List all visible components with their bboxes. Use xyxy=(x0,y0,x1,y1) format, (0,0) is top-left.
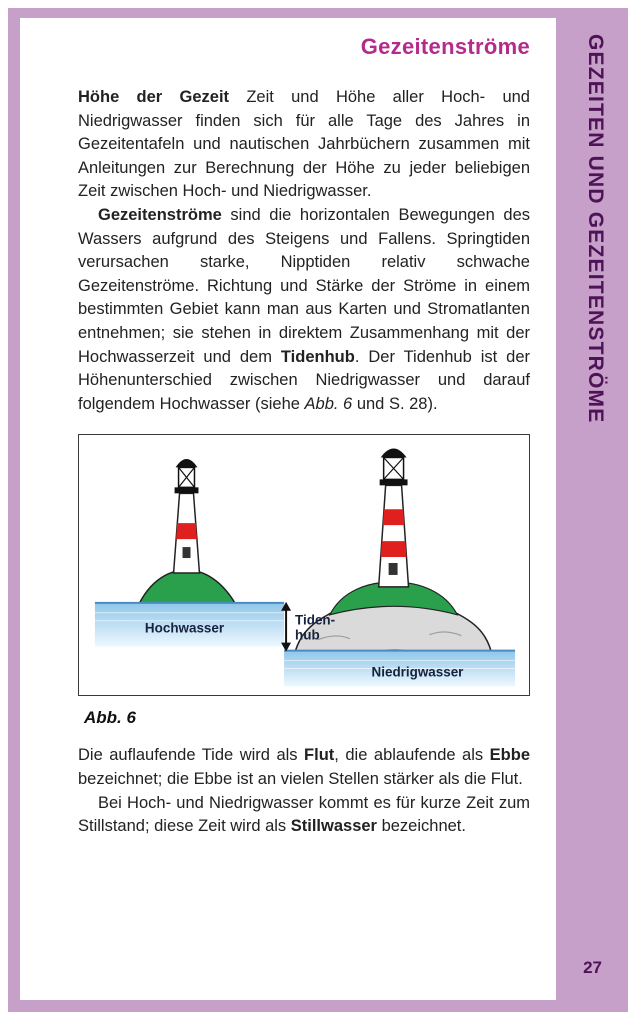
italic-figure-reference: Abb. 6 xyxy=(304,394,353,413)
page-title: Gezeitenströme xyxy=(360,34,530,59)
paragraph-text: . Der Tidenhub ist der Höhenunterschied zwischen Niedrigwasser und darauf folgendem Hochwasser (siehe xyxy=(78,347,531,413)
tide-diagram xyxy=(79,435,529,695)
paragraph-gezeitenstroeme xyxy=(78,204,530,416)
label-tidenhub-line2: hub xyxy=(295,627,320,643)
paragraph-text: bezeichnet. xyxy=(376,817,466,836)
page-number: 27 xyxy=(583,958,602,977)
label-hochwasser: Hochwasser xyxy=(144,621,225,637)
bold-term-ebbe: Ebbe xyxy=(489,746,530,765)
paragraph-text: Die auflaufende Tide wird als xyxy=(78,746,305,765)
figure-caption: Abb. 6 xyxy=(84,708,136,728)
dome xyxy=(176,459,198,467)
window xyxy=(183,547,191,558)
lighthouse-left xyxy=(137,459,239,609)
paragraph-text: , die ablaufende als xyxy=(334,746,490,765)
red-band xyxy=(381,541,407,557)
high-water-level xyxy=(95,603,284,647)
paragraph-text: sind die horizontalen Bewegungen des Wassers aufgrund des Steigens und Fallens. Springtiden verursachen starke, Nipptiden relativ schwache Gezeitenströme. Richtung und Stärke der Ströme in einem bestimmten Gebiet kann man aus Karten und Stromatlanten entnehmen; sie stehen in direktem Zusammenhang mit der Hochwasserzeit und dem xyxy=(78,205,530,366)
low-water-level xyxy=(284,651,515,687)
paragraph-text: und S. 28). xyxy=(352,394,438,413)
bold-term-gezeitenstroeme: Gezeitenströme xyxy=(98,205,222,224)
gallery xyxy=(175,488,199,494)
paragraph-text: bezeichnet; die Ebbe ist an vielen Stellen stärker als die Flut. xyxy=(78,769,523,788)
red-band xyxy=(383,510,405,526)
paragraph-text: Zeit und Höhe aller Hoch- und Niedrigwasser finden sich für alle Tage des Jahres in Gezeitentafeln und nautischen Jahrbüchern zusammen mit Anleitungen zur Berechnung der Höhe zu jeder beliebigen Zeit zwischen Hoch- und Niedrigwasser. xyxy=(78,88,530,201)
figure-abb6 xyxy=(78,434,530,696)
label-niedrigwasser: Niedrigwasser xyxy=(371,664,464,680)
paragraph-hoehe-der-gezeit xyxy=(78,86,530,204)
gallery xyxy=(380,480,408,486)
window xyxy=(389,563,398,575)
bold-term-tidenhub: Tidenhub xyxy=(280,347,355,366)
page-frame xyxy=(8,8,628,1012)
paragraph-flut-ebbe xyxy=(78,744,530,791)
lighthouse-right xyxy=(291,449,495,681)
red-band xyxy=(176,523,197,539)
sidebar-vertical-title: GEZEITEN UND GEZEITENSTRÖME xyxy=(584,34,607,424)
bold-term-stillwasser: Stillwasser xyxy=(290,817,377,836)
paragraph-text: Bei Hoch- und Niedrigwasser kommt es für kurze Zeit zum Stillstand; diese Zeit wird als xyxy=(78,793,530,836)
bold-term-hoehe-der-gezeit: Höhe der Gezeit xyxy=(78,88,230,106)
label-tidenhub-line1: Tiden- xyxy=(295,613,336,629)
bold-term-flut: Flut xyxy=(304,746,335,765)
paragraph-stillwasser xyxy=(78,792,530,839)
dome xyxy=(381,449,407,458)
content-area xyxy=(20,18,556,1000)
